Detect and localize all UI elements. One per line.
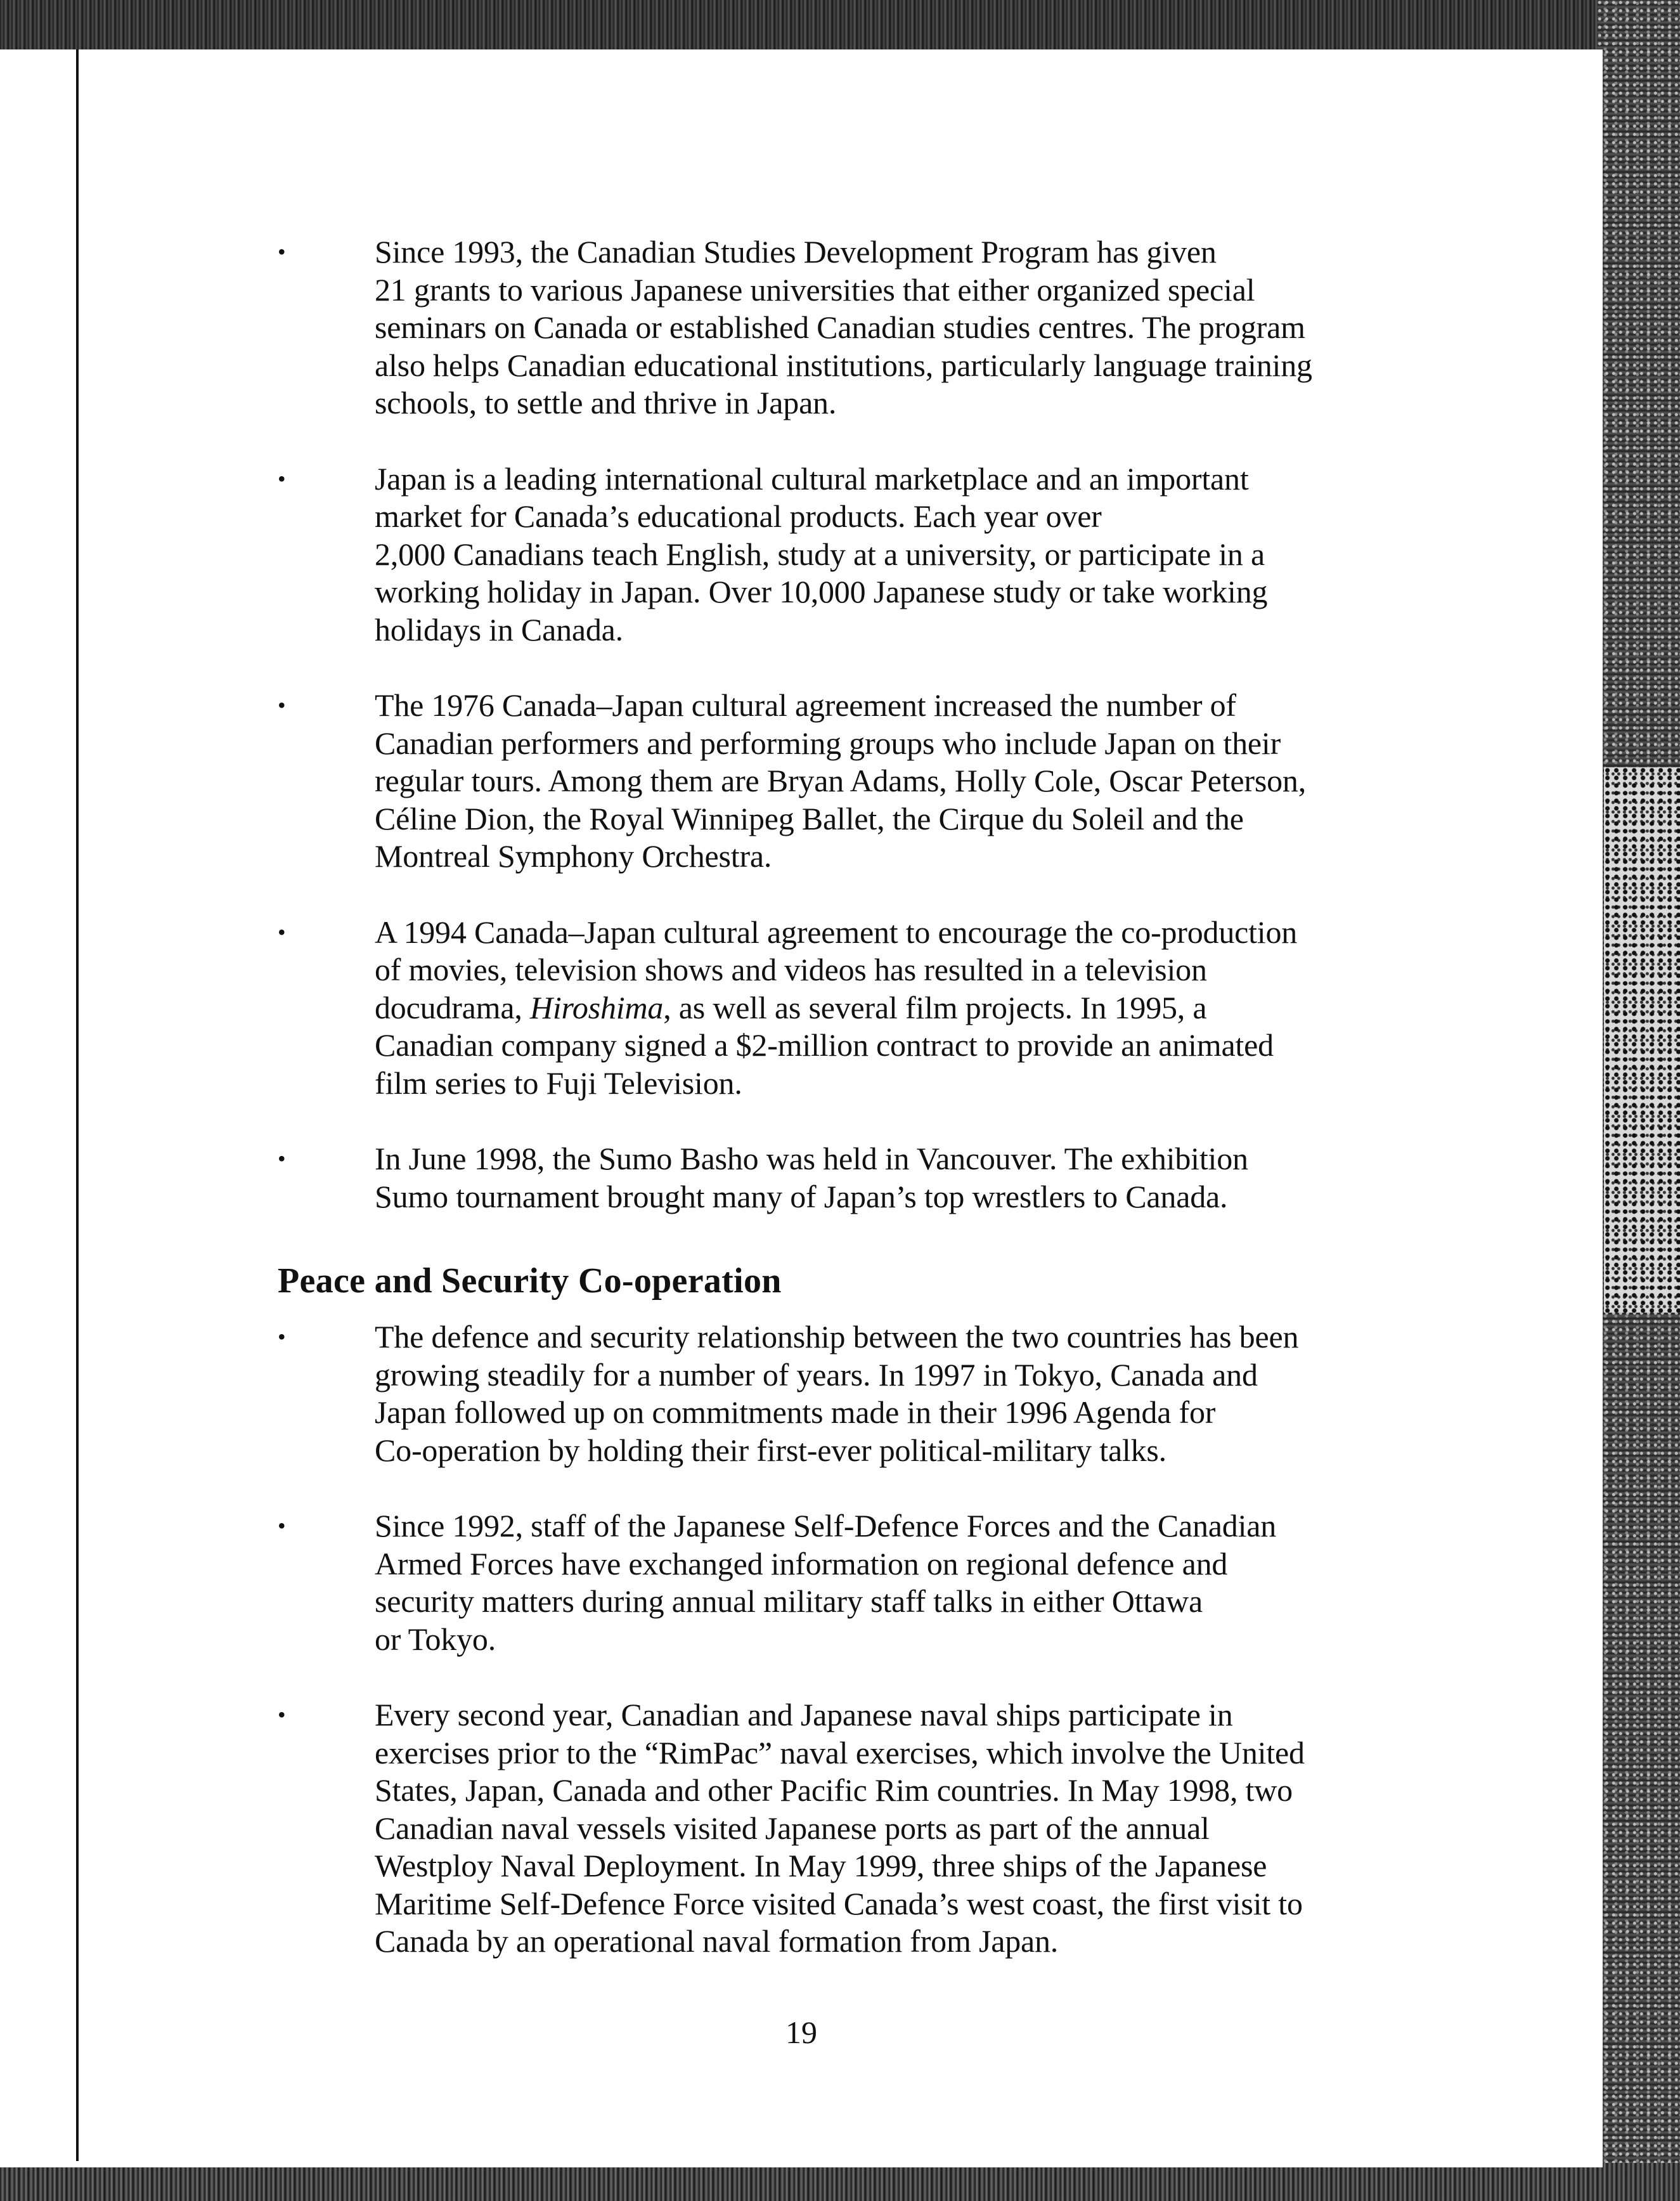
text-line: seminars on Canada or established Canadian studies centres. The program: [375, 309, 1305, 345]
text-line: Japan is a leading international cultural marketplace and an important: [375, 460, 1249, 497]
text-line: Montreal Symphony Orchestra.: [375, 838, 772, 874]
text-line: In June 1998, the Sumo Basho was held in Vancouver. The exhibition: [375, 1141, 1248, 1176]
text-line: Maritime Self-Defence Force visited Canada’s west coast, the first visit to: [375, 1885, 1303, 1921]
bullet-item: [278, 1507, 1368, 1658]
bullet-item: [278, 687, 1368, 876]
bullet-marker: •: [278, 1324, 286, 1349]
text-line: Since 1993, the Canadian Studies Development Program has given: [375, 234, 1217, 269]
bullet-item: [278, 1696, 1368, 1961]
text-line: Sumo tournament brought many of Japan’s top wrestlers to Canada.: [375, 1178, 1228, 1214]
italic-title: Hiroshima: [529, 989, 664, 1025]
bullet-text: [375, 1507, 1368, 1658]
bullet-item: [278, 914, 1368, 1103]
text-line: exercises prior to the “RimPac” naval exercises, which involve the United: [375, 1734, 1305, 1770]
text-line: schools, to settle and thrive in Japan.: [375, 385, 837, 420]
document-page: [0, 49, 1603, 2167]
text-line: holidays in Canada.: [375, 611, 623, 647]
text-line: Every second year, Canadian and Japanese naval ships participate in: [375, 1697, 1233, 1732]
text-line: also helps Canadian educational institutions, particularly language training: [375, 347, 1312, 383]
text-line: regular tours. Among them are Bryan Adams, Holly Cole, Oscar Peterson,: [375, 763, 1307, 798]
bullet-text: [375, 914, 1368, 1103]
text-line: Since 1992, staff of the Japanese Self-Defence Forces and the Canadian: [375, 1508, 1277, 1543]
text-line: docudrama, Hiroshima, as well as several film projects. In 1995, a: [375, 989, 1207, 1025]
scan-border-top: [0, 0, 1680, 51]
text-line: Canadian naval vessels visited Japanese ports as part of the annual: [375, 1810, 1210, 1846]
scan-noise-patch: [1604, 767, 1680, 1313]
bullet-text: [375, 460, 1368, 649]
scan-border-bottom: [0, 2163, 1680, 2201]
bullet-text: [375, 1696, 1368, 1961]
text-line: Céline Dion, the Royal Winnipeg Ballet, the Cirque du Soleil and the: [375, 800, 1244, 836]
page-number: 19: [785, 2015, 817, 2050]
text-line: Canadian company signed a $2-million contract to provide an animated: [375, 1027, 1274, 1063]
text-line: or Tokyo.: [375, 1621, 496, 1657]
text-line: Japan followed up on commitments made in their 1996 Agenda for: [375, 1394, 1216, 1430]
bullet-text: [375, 687, 1368, 876]
text-line: Canadian performers and performing groups who include Japan on their: [375, 725, 1281, 761]
bullet-item: [278, 233, 1368, 422]
bullet-marker: •: [278, 239, 286, 264]
text-line: Westploy Naval Deployment. In May 1999, three ships of the Japanese: [375, 1848, 1267, 1883]
bullet-marker: •: [278, 919, 286, 945]
bullet-text: [375, 1318, 1368, 1469]
bullet-item: [278, 1318, 1368, 1469]
bullet-marker: •: [278, 1702, 286, 1727]
text-line: Canada by an operational naval formation from Japan.: [375, 1923, 1059, 1959]
text-line: The 1976 Canada–Japan cultural agreement increased the number of: [375, 687, 1236, 723]
text-line: A 1994 Canada–Japan cultural agreement to encourage the co-production: [375, 914, 1298, 950]
text-line: working holiday in Japan. Over 10,000 Japanese study or take working: [375, 574, 1268, 609]
bullet-text: [375, 1140, 1368, 1216]
text-line: Armed Forces have exchanged information on regional defence and: [375, 1545, 1228, 1581]
text-line: Co-operation by holding their first-ever political-military talks.: [375, 1432, 1166, 1468]
text-line: market for Canada’s educational products. Each year over: [375, 498, 1102, 534]
text-line: security matters during annual military staff talks in either Ottawa: [375, 1583, 1203, 1619]
page-left-rule: [76, 49, 79, 2161]
text-line: growing steadily for a number of years. In 1997 in Tokyo, Canada and: [375, 1356, 1258, 1393]
text-line: The defence and security relationship between the two countries has been: [375, 1319, 1299, 1354]
bullet-marker: •: [278, 692, 286, 718]
text-line: States, Japan, Canada and other Pacific Rim countries. In May 1998, two: [375, 1772, 1293, 1808]
bullet-marker: •: [278, 1146, 286, 1171]
section-heading: Peace and Security Co-operation: [278, 1261, 782, 1301]
text-line: 2,000 Canadians teach English, study at a university, or participate in a: [375, 536, 1265, 572]
text-line: 21 grants to various Japanese universities that either organized special: [375, 271, 1255, 308]
page-content: [278, 233, 1368, 1999]
bullet-marker: •: [278, 465, 286, 491]
bullet-text: [375, 233, 1368, 422]
text-line: of movies, television shows and videos has resulted in a television: [375, 952, 1207, 987]
bullet-marker: •: [278, 1513, 286, 1538]
text-line: film series to Fuji Television.: [375, 1065, 742, 1101]
bullet-item: [278, 460, 1368, 649]
bullet-item: [278, 1140, 1368, 1216]
